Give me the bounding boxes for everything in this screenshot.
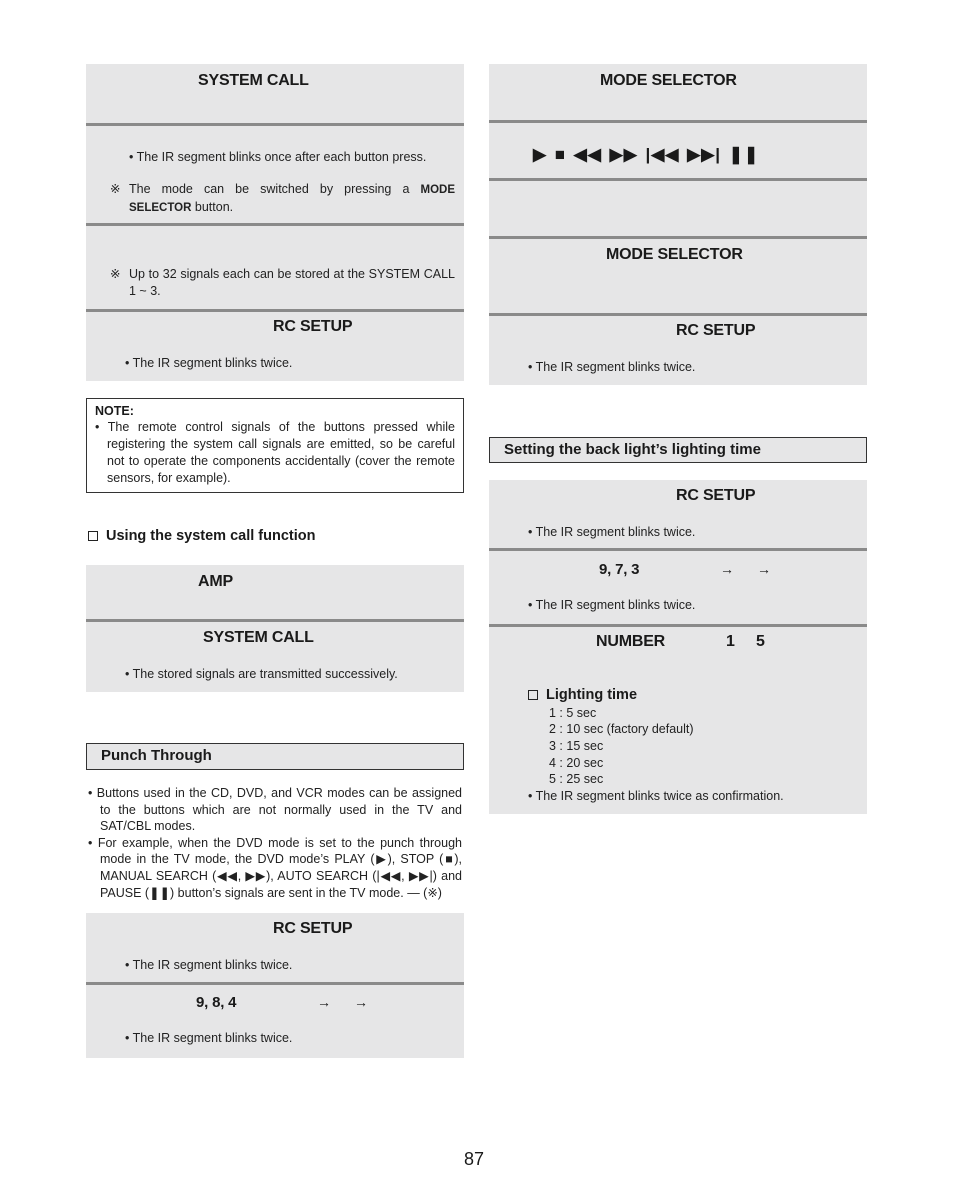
- arrow-right-icon: →: [317, 994, 331, 1010]
- mode-selector-button-label: MODE SELECTOR: [606, 246, 743, 263]
- lighting-time-title: Lighting time: [528, 687, 637, 703]
- using-system-call-title: Using the system call function: [88, 528, 316, 544]
- lighting-option: 1 : 5 sec: [549, 706, 597, 720]
- ir-blink-twice-note: • The IR segment blinks twice.: [528, 598, 696, 612]
- system-call-button-label: SYSTEM CALL: [198, 72, 309, 89]
- confirmation-note: • The IR segment blinks twice as confirmation.: [528, 789, 784, 803]
- code-digits-label: 9, 7, 3: [599, 561, 640, 578]
- checkbox-square-icon: [528, 690, 538, 700]
- punch-through-title: Punch Through: [86, 743, 464, 770]
- checkbox-square-icon: [88, 531, 98, 541]
- step-separator: [489, 313, 867, 316]
- signals-transmitted-note: • The stored signals are transmitted successively.: [125, 667, 398, 681]
- arrow-right-icon: →: [720, 561, 734, 577]
- step-separator: [86, 982, 464, 985]
- lighting-option: 3 : 15 sec: [549, 739, 604, 753]
- step-separator: [86, 123, 464, 126]
- step-separator: [489, 120, 867, 123]
- lighting-option: 5 : 25 sec: [549, 772, 604, 786]
- number-range-end: 5: [756, 633, 765, 650]
- step-separator: [86, 309, 464, 312]
- ir-blink-twice-note: • The IR segment blinks twice.: [528, 360, 696, 374]
- mode-switch-note: ※ The mode can be switched by pressing a MODE SELECTOR button.: [110, 182, 455, 214]
- rc-setup-button-label: RC SETUP: [273, 318, 353, 335]
- number-range-start: 1: [726, 633, 735, 650]
- page-number: 87: [464, 1149, 485, 1169]
- note-title: NOTE:: [95, 404, 134, 418]
- number-button-label: NUMBER: [596, 633, 666, 650]
- step-separator: [489, 624, 867, 627]
- backlight-section-title: Setting the back light’s lighting time: [489, 437, 867, 463]
- lighting-option: 4 : 20 sec: [549, 756, 604, 770]
- mode-selector-button-label: MODE SELECTOR: [600, 72, 737, 89]
- rc-setup-button-label: RC SETUP: [273, 920, 353, 937]
- ir-blink-once-note: • The IR segment blinks once after each button press.: [129, 150, 427, 164]
- step-separator: [86, 619, 464, 622]
- rc-setup-button-label: RC SETUP: [676, 487, 756, 504]
- punch-through-description: • Buttons used in the CD, DVD, and VCR modes can be assigned to the buttons which are not normally used in the TV and SAT/CBL modes. • For example, when the DVD mode is set to the punch through mode in the TV mode, the DVD mode’s PLAY (▶), STOP (■), MANUAL SEARCH (◀◀, ▶▶), AUTO SEARCH (|◀◀, ▶▶|) and PAUSE (❚❚) button’s signals are sent in the TV mode. — (※): [88, 786, 462, 900]
- lighting-option: 2 : 10 sec (factory default): [549, 722, 694, 736]
- step-separator: [489, 178, 867, 181]
- storage-capacity-note: ※ Up to 32 signals each can be stored at the SYSTEM CALL 1 ~ 3.: [110, 267, 455, 298]
- ir-blink-twice-note: • The IR segment blinks twice.: [125, 356, 293, 370]
- arrow-right-icon: →: [354, 994, 368, 1010]
- rc-setup-button-label: RC SETUP: [676, 322, 756, 339]
- note-text: • The remote control signals of the buttons pressed while registering the system call signals are emitted, so be careful not to operate the components accidentally (cover the remote sensors, for example).: [95, 420, 455, 485]
- arrow-right-icon: →: [757, 561, 771, 577]
- ir-blink-twice-note: • The IR segment blinks twice.: [125, 1031, 293, 1045]
- step-separator: [489, 548, 867, 551]
- ir-blink-twice-note: • The IR segment blinks twice.: [528, 525, 696, 539]
- ir-blink-twice-note: • The IR segment blinks twice.: [125, 958, 293, 972]
- system-call-button-label: SYSTEM CALL: [203, 629, 314, 646]
- transport-buttons-icons: ▶ ■ ◀◀ ▶▶ |◀◀ ▶▶| ❚❚: [533, 145, 760, 164]
- amp-button-label: AMP: [198, 573, 233, 590]
- note-box: [86, 398, 464, 493]
- step-separator: [86, 223, 464, 226]
- code-digits-label: 9, 8, 4: [196, 994, 237, 1011]
- step-separator: [489, 236, 867, 239]
